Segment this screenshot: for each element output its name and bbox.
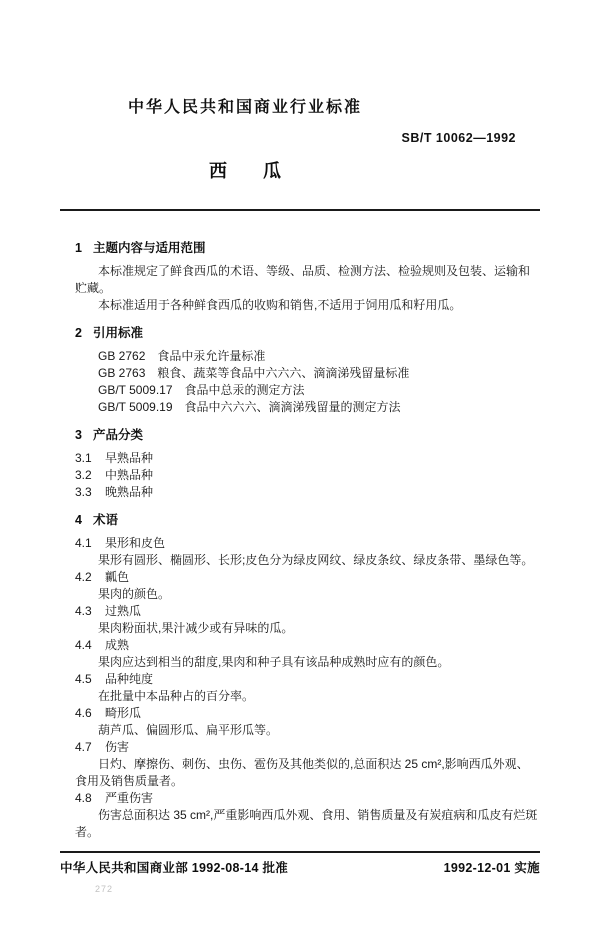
term-line	[75, 739, 540, 756]
term-definition: 果肉应达到相当的甜度,果肉和种子具有该品种成熟时应有的颜色。	[98, 655, 450, 669]
item-text: 中熟品种	[105, 468, 154, 482]
term-line	[75, 671, 540, 688]
reference-title: 食品中汞允许量标准	[157, 349, 266, 363]
section-1-heading	[75, 240, 540, 257]
page-number: 272	[95, 884, 114, 894]
reference-standard	[75, 382, 540, 399]
reference-title: 食品中六六六、滴滴涕残留量的测定方法	[184, 400, 401, 414]
section-4-title: 术语	[93, 513, 119, 527]
classification-item	[75, 484, 540, 501]
reference-code: GB 2763	[98, 366, 146, 380]
term-definition: 果形有圆形、椭圆形、长形;皮色分为绿皮网纹、绿皮条纹、绿皮条带、墨绿色等。	[98, 553, 534, 567]
standard-org-title: 中华人民共和国商业行业标准	[127, 99, 362, 116]
term-line	[75, 790, 540, 807]
term-name: 瓤色	[105, 570, 130, 584]
reference-standard	[75, 365, 540, 382]
standard-number-row	[60, 131, 540, 151]
section-3-number: 3	[75, 428, 82, 442]
term-number: 4.3	[75, 604, 92, 618]
classification-item	[75, 467, 540, 484]
reference-title: 食品中总汞的测定方法	[184, 383, 305, 397]
classification-item	[75, 450, 540, 467]
term-number: 4.7	[75, 740, 92, 754]
document-footer	[60, 851, 540, 876]
reference-standard	[75, 348, 540, 365]
document-page	[0, 94, 600, 945]
reference-title: 粮食、蔬菜等食品中六六六、滴滴涕残留量标准	[157, 366, 410, 380]
term-number: 4.5	[75, 672, 92, 686]
reference-code: GB 2762	[98, 349, 146, 363]
section-4-number: 4	[75, 513, 82, 527]
term-name: 畸形瓜	[105, 706, 142, 720]
section-1-paragraph-1: 本标准规定了鲜食西瓜的术语、等级、品质、检测方法、检验规则及包装、运输和贮藏。	[75, 264, 531, 295]
standard-number: SB/T 10062—1992	[401, 131, 516, 145]
term-number: 4.8	[75, 791, 92, 805]
term-line	[75, 569, 540, 586]
section-1-number: 1	[75, 241, 82, 255]
term-number: 4.2	[75, 570, 92, 584]
item-number: 3.3	[75, 485, 92, 499]
term-line	[75, 535, 540, 552]
item-number: 3.1	[75, 451, 92, 465]
term-definition: 在批量中本品种占的百分率。	[98, 689, 255, 703]
item-text: 早熟品种	[105, 451, 154, 465]
term-name: 品种纯度	[105, 672, 154, 686]
reference-standard	[75, 399, 540, 416]
term-name: 果形和皮色	[105, 536, 166, 550]
term-definition: 日灼、摩擦伤、刺伤、虫伤、雹伤及其他类似的,总面积达 25 cm²,影响西瓜外观、食用及销售质量者。	[75, 757, 529, 788]
term-name: 成熟	[105, 638, 130, 652]
document-title: 西 瓜	[209, 161, 281, 181]
document-content	[0, 94, 600, 841]
term-line	[75, 705, 540, 722]
term-number: 4.4	[75, 638, 92, 652]
section-2-title: 引用标准	[93, 326, 144, 340]
footer-row	[60, 858, 540, 876]
section-2-number: 2	[75, 326, 82, 340]
term-definition: 果肉粉面状,果汁减少或有异味的瓜。	[98, 621, 294, 635]
term-number: 4.1	[75, 536, 92, 550]
section-3-title: 产品分类	[93, 428, 144, 442]
term-definition: 葫芦瓜、偏圆形瓜、扁平形瓜等。	[98, 723, 279, 737]
term-line	[75, 637, 540, 654]
document-body	[60, 211, 540, 841]
term-name: 过熟瓜	[105, 604, 142, 618]
approval-statement: 中华人民共和国商业部 1992-08-14 批准	[60, 861, 289, 875]
section-1-paragraph-2: 本标准适用于各种鲜食西瓜的收购和销售,不适用于饲用瓜和籽用瓜。	[98, 298, 462, 312]
term-definition: 果肉的颜色。	[98, 587, 171, 601]
term-definition: 伤害总面积达 35 cm²,严重影响西瓜外观、食用、销售质量及有炭疽病和瓜皮有烂斑者。	[75, 808, 538, 839]
section-2-heading	[75, 325, 540, 342]
term-number: 4.6	[75, 706, 92, 720]
reference-code: GB/T 5009.17	[98, 383, 173, 397]
section-1-title: 主题内容与适用范围	[93, 241, 206, 255]
footer-divider	[60, 851, 540, 853]
term-name: 严重伤害	[105, 791, 154, 805]
term-name: 伤害	[105, 740, 130, 754]
section-4-heading	[75, 512, 540, 529]
implementation-date: 1992-12-01 实施	[443, 861, 540, 875]
item-number: 3.2	[75, 468, 92, 482]
item-text: 晚熟品种	[105, 485, 154, 499]
reference-code: GB/T 5009.19	[98, 400, 173, 414]
term-line	[75, 603, 540, 620]
section-3-heading	[75, 427, 540, 444]
